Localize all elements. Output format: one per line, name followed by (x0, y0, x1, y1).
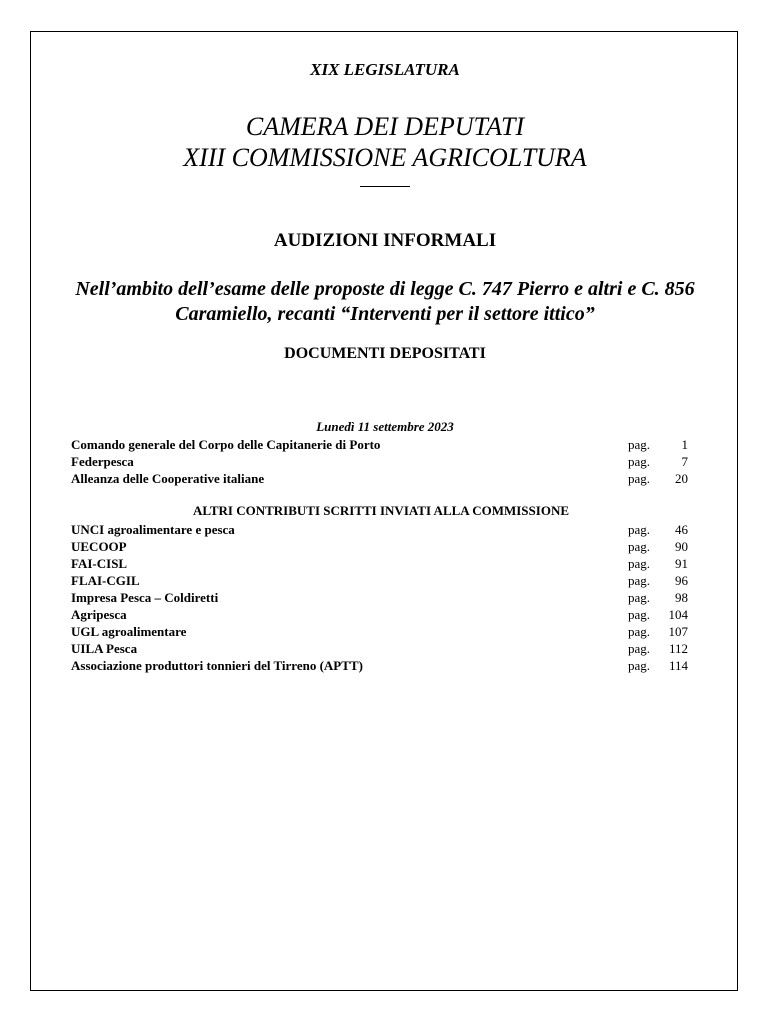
ambito-text (0, 277, 770, 327)
session-list (71, 436, 691, 487)
camera-heading (0, 111, 770, 173)
page-number: 91 (675, 556, 688, 571)
list-item (71, 521, 691, 538)
entry-name: Federpesca (71, 454, 134, 469)
legislatura-heading: XIX LEGISLATURA (310, 60, 460, 79)
list-item (71, 640, 691, 657)
documents-heading: DOCUMENTI DEPOSITATI (284, 345, 486, 362)
other-contributions-list (71, 521, 691, 674)
entry-name: UECOOP (71, 539, 127, 554)
entry-name: UNCI agroalimentare e pesca (71, 522, 235, 537)
commission-title: XIII COMMISSIONE AGRICOLTURA (183, 143, 587, 172)
page-number: 107 (668, 624, 688, 639)
entry-name: UGL agroalimentare (71, 624, 187, 639)
ambito-line-2: Caramiello, recanti “Interventi per il settore ittico” (175, 303, 595, 325)
list-item (71, 606, 691, 623)
pag-label: pag. (628, 437, 651, 452)
pag-label: pag. (628, 556, 651, 571)
list-item (71, 623, 691, 640)
page-number: 104 (668, 607, 688, 622)
entry-name: Comando generale del Corpo delle Capitanerie di Porto (71, 437, 381, 452)
list-item (71, 538, 691, 555)
page-number: 112 (668, 641, 688, 656)
session-date: Lunedì 11 settembre 2023 (316, 419, 454, 434)
pag-label: pag. (628, 539, 651, 554)
divider (360, 186, 410, 187)
pag-label: pag. (628, 641, 651, 656)
page-number: 96 (675, 573, 688, 588)
list-item (71, 436, 691, 453)
page-number: 7 (681, 454, 688, 469)
camera-title: CAMERA DEI DEPUTATI (245, 112, 525, 141)
pag-label: pag. (628, 624, 651, 639)
subtitle: AUDIZIONI INFORMALI (273, 230, 497, 251)
ambito-line-1: Nell’ambito dell’esame delle proposte di legge C. 747 Pierro e altri e C. 856 (75, 278, 695, 300)
page-number: 98 (675, 590, 688, 605)
other-contributions-heading: ALTRI CONTRIBUTI SCRITTI INVIATI ALLA COMMISSIONE (192, 503, 570, 518)
page-number: 114 (668, 658, 688, 673)
pag-label: pag. (628, 607, 651, 622)
page-number: 46 (675, 522, 688, 537)
pag-label: pag. (628, 471, 651, 486)
pag-label: pag. (628, 573, 651, 588)
entry-name: Impresa Pesca – Coldiretti (71, 590, 219, 605)
page-number: 20 (675, 471, 688, 486)
page-number: 90 (675, 539, 688, 554)
pag-label: pag. (628, 522, 651, 537)
list-item (71, 657, 691, 674)
list-item (71, 453, 691, 470)
entry-name: FAI-CISL (71, 556, 128, 571)
pag-label: pag. (628, 658, 651, 673)
list-item (71, 470, 691, 487)
entry-name: Agripesca (71, 607, 127, 622)
list-item (71, 572, 691, 589)
pag-label: pag. (628, 454, 651, 469)
list-item (71, 589, 691, 606)
list-item (71, 555, 691, 572)
entry-name: Associazione produttori tonnieri del Tirreno (APTT) (71, 658, 363, 673)
entry-name: UILA Pesca (71, 641, 138, 656)
page-number: 1 (681, 437, 688, 452)
entry-name: Alleanza delle Cooperative italiane (71, 471, 265, 486)
entry-name: FLAI-CGIL (71, 573, 140, 588)
pag-label: pag. (628, 590, 651, 605)
